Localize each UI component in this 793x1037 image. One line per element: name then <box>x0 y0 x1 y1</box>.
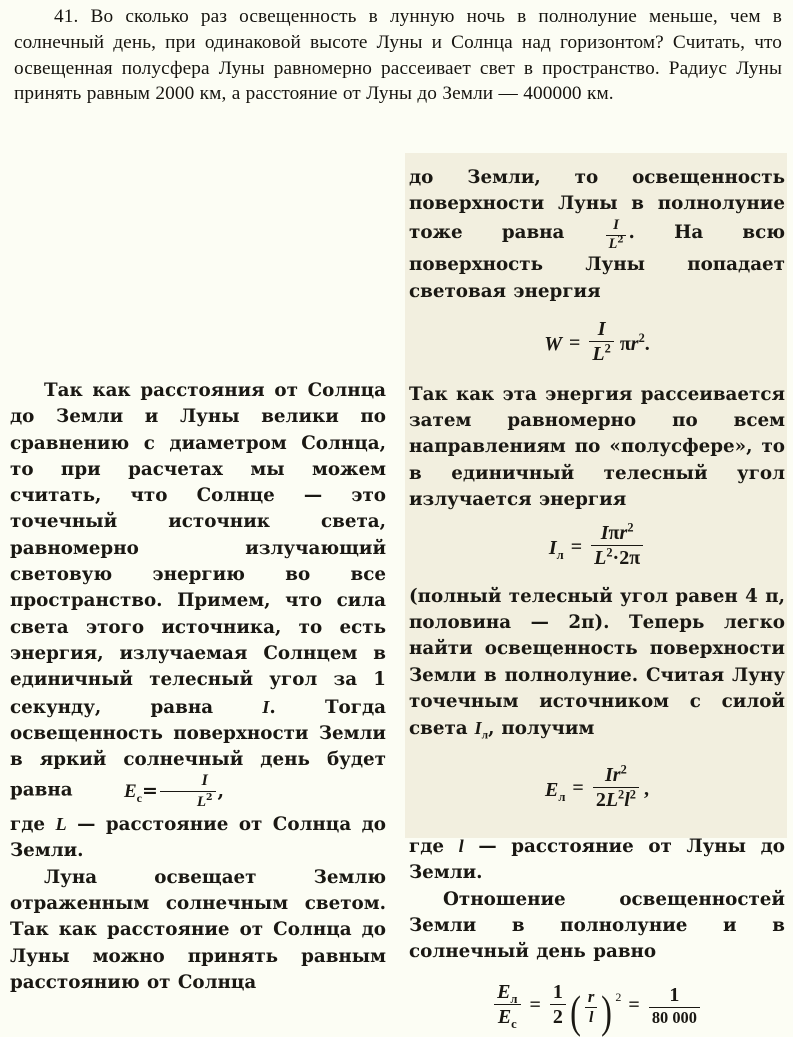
W-pi: π <box>619 332 631 355</box>
El-trailing: , <box>644 778 649 801</box>
left-para1-text-part1: Так как расстояния от Солнца до Земли и Луны велики по сравнению с диаметром Солнца, то при расчетах мы можем считать, что Солнце — это точечный источник света, равномерно излучающий световую энергию во все пространство. Примем, что сила света этого источника, то есть энергия, излучаемая Солнцем в единичный телесный угол за 1 секунду, равна <box>10 380 386 718</box>
right-paragraph-2: Так как эта энергия рассеивается затем равномерно по всем направлениям по «полусфере», то в единичный телесный угол излучается энергия <box>409 383 785 510</box>
right-para4-rest: — расстояние от Луны до Земли. <box>409 836 785 884</box>
left-paragraph-1 <box>10 378 386 811</box>
Ec-denominator-exponent: 2 <box>206 792 213 804</box>
equation-W <box>409 319 785 366</box>
W-r-exponent: 2 <box>638 331 645 346</box>
equation-Il <box>409 520 785 570</box>
Il-numerator-r: r <box>619 522 628 545</box>
Il-denominator-2pi: 2π <box>619 547 641 570</box>
ratio-lhs-num-base: E <box>497 980 511 1003</box>
right-para3-part2: , получим <box>488 718 595 740</box>
ratio-inner-fraction <box>585 988 598 1026</box>
El-numerator-I: I <box>605 763 613 786</box>
I-over-L2-denominator-base: L <box>608 235 618 252</box>
W-operator: = <box>569 331 581 354</box>
ratio-inner-denominator: l <box>585 1007 598 1027</box>
ratio-half-numerator: 1 <box>552 980 563 1003</box>
right-paragraph-1 <box>409 165 785 305</box>
ratio-result-fraction <box>649 985 700 1028</box>
ratio-paren-exponent: 2 <box>615 989 622 1004</box>
Il-denominator-dot: · <box>612 547 620 570</box>
El-denominator-l-exponent: 2 <box>629 787 636 802</box>
El-numerator-r: r <box>612 763 621 786</box>
ratio-half-denominator: 2 <box>550 1004 566 1028</box>
W-denominator-exponent: 2 <box>604 341 611 356</box>
right-para1-part1: до Земли, то освещенность поверхности Луны в полнолуние тоже равна <box>409 167 785 243</box>
El-denominator-l: l <box>624 788 630 811</box>
left-para1-text-part2: . Тогда освещенность поверхности Земли в яркий солнечный день будет равна <box>10 696 386 801</box>
right-para1-part2: . На всю поверхность Луны попадает световая энергия <box>409 221 785 302</box>
W-lhs: W <box>544 332 562 355</box>
ratio-lhs-num-sub: л <box>510 991 518 1006</box>
ratio-paren-open: ( <box>570 987 581 1037</box>
Il-lhs-subscript: л <box>556 547 564 562</box>
El-denominator-L-exponent: 2 <box>618 787 625 802</box>
Il-denominator-L: L <box>594 547 607 570</box>
symbol-L: L <box>55 814 67 835</box>
symbol-I: I <box>262 696 270 717</box>
El-denominator-2: 2 <box>595 788 606 811</box>
symbol-Il-base: I <box>474 718 482 739</box>
El-lhs-subscript: л <box>558 789 566 804</box>
symbol-Il-subscript: л <box>481 729 489 742</box>
Ec-denominator-base: L <box>196 794 207 811</box>
ratio-operator-1: = <box>529 994 541 1017</box>
Ec-trailing: , <box>217 780 225 803</box>
right-paragraph-3 <box>409 584 785 743</box>
Ec-operator: = <box>141 780 158 803</box>
left-para2-lead: где <box>10 814 46 836</box>
Ec-lhs-base: E <box>123 781 137 803</box>
Il-lhs-base: I <box>548 536 557 559</box>
solution-right-column <box>405 153 787 1037</box>
Il-operator: = <box>570 535 583 558</box>
El-denominator-L: L <box>605 788 619 811</box>
symbol-Il-inline <box>474 718 489 742</box>
I-over-L2-denominator-exponent: 2 <box>617 234 624 245</box>
ratio-lhs-fraction <box>494 982 520 1029</box>
Ec-numerator: I <box>201 772 208 790</box>
solution-left-column <box>10 378 386 996</box>
left-paragraph-3: Луна освещает Землю отраженным солнечным светом. Так как расстояние от Солнца до Луны можно принять равным расстоянию от Солнца <box>10 866 386 993</box>
inline-fraction-I-over-L2 <box>604 218 629 253</box>
El-operator: = <box>572 777 584 800</box>
right-paragraph-4 <box>409 833 785 887</box>
equation-El <box>409 761 785 812</box>
ratio-paren-close: ) <box>601 987 613 1037</box>
right-para4-lead: где <box>409 836 445 858</box>
problem-statement: 41. Во сколько раз освещенность в лунную ночь в полнолуние меньше, чем в солнечный день, при одинаковой высоте Луны и Солнца над горизонтом? Считать, что освещенная полусфера Луны равномерно рассеивает свет в пространство. Радиус Луны принять равным 2000 км, а расстояние от Луны до Земли — 400000 км. <box>14 6 782 105</box>
left-para2-rest: — расстояние от Солнца до Земли. <box>10 814 386 862</box>
ratio-operator-2: = <box>628 994 640 1017</box>
W-r: r <box>630 332 639 355</box>
I-over-L2-numerator: I <box>613 216 619 233</box>
Il-numerator-pi: π <box>608 522 620 545</box>
ratio-inner-numerator: r <box>587 986 595 1006</box>
ratio-result-denominator: 80 000 <box>649 1007 700 1027</box>
El-lhs-base: E <box>544 778 559 801</box>
right-paragraph-5: Отношение освещенностей Земли в полнолуние и в солнечный день равно <box>409 888 785 963</box>
W-fraction <box>589 319 613 366</box>
El-fraction <box>593 761 639 812</box>
Il-numerator-I: I <box>600 522 609 545</box>
Ec-lhs-subscript: с <box>136 791 142 806</box>
Il-fraction <box>591 520 643 570</box>
right-para3-part1: (полный телесный угол равен 4 π, половина — 2π). Теперь легко найти освещенность поверхности Земли в полнолуние. Считая Луну точечным источником с силой света <box>409 585 785 740</box>
ratio-half-fraction <box>550 982 566 1029</box>
Ec-fraction <box>160 773 216 811</box>
W-denominator-base: L <box>592 343 605 366</box>
Il-denominator-L-exponent: 2 <box>606 545 613 560</box>
W-numerator: I <box>597 318 606 341</box>
ratio-result-numerator: 1 <box>669 983 680 1006</box>
Il-numerator-exponent: 2 <box>627 520 634 535</box>
equation-Ec <box>90 773 224 811</box>
symbol-lowercase-l: l <box>458 836 464 857</box>
I-over-L2-fraction <box>606 218 627 253</box>
W-trailing: . <box>644 332 650 355</box>
El-numerator-exponent: 2 <box>620 761 627 776</box>
equation-ratio <box>409 980 785 1037</box>
ratio-lhs-den-sub: с <box>511 1016 517 1031</box>
ratio-lhs-den-base: E <box>497 1005 512 1028</box>
